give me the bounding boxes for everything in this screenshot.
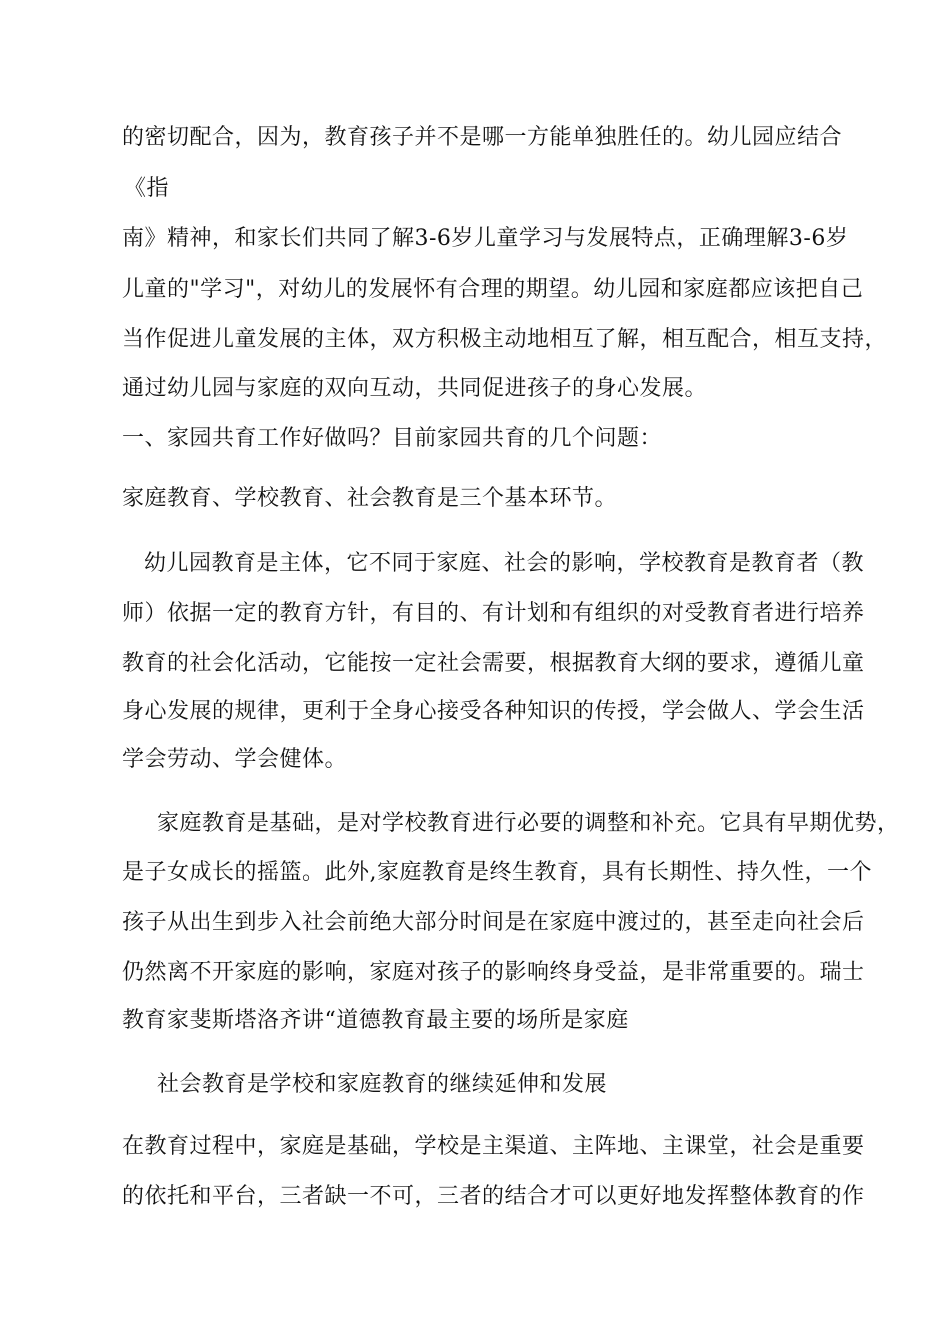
text-line-4: 儿童的"学习"，对幼儿的发展怀有合理的期望。幼儿园和家庭都应该把自己 bbox=[122, 277, 864, 302]
text-line-16: 孩子从出生到步入社会前绝大部分时间是在家庭中渡过的，甚至走向社会后 bbox=[122, 910, 865, 935]
text-line-17: 仍然离不开家庭的影响，家庭对孩子的影响终身受益，是非常重要的。瑞士 bbox=[122, 960, 865, 985]
text-line-18: 教育家斐斯塔洛齐讲“道德教育最主要的场所是家庭 bbox=[122, 1008, 629, 1033]
text-line-11: 教育的社会化活动，它能按一定社会需要，根据教育大纲的要求，遵循儿童 bbox=[122, 651, 865, 676]
text-line-1: 的密切配合，因为，教育孩子并不是哪一方能单独胜任的。幼儿园应结合 bbox=[122, 125, 843, 150]
text-line-10: 师）依据一定的教育方针，有目的、有计划和有组织的对受教育者进行培养 bbox=[122, 601, 865, 626]
text-line-6: 通过幼儿园与家庭的双向互动，共同促进孩子的身心发展。 bbox=[122, 376, 708, 401]
text-line-3: 南》精神，和家长们共同了解3-6岁儿童学习与发展特点，正确理解3-6岁 bbox=[122, 226, 849, 251]
text-line-5: 当作促进儿童发展的主体，双方积极主动地相互了解，相互配合，相互支持， bbox=[122, 327, 888, 352]
text-line-9: 幼儿园教育是主体，它不同于家庭、社会的影响，学校教育是教育者（教 bbox=[144, 551, 865, 576]
section-heading: 一、家园共育工作好做吗？目前家园共育的几个问题： bbox=[122, 426, 663, 451]
text-line-13: 学会劳动、学会健体。 bbox=[122, 747, 348, 772]
text-line-15: 是子女成长的摇篮。此外,家庭教育是终生教育，具有长期性、持久性，一个 bbox=[122, 860, 872, 885]
text-line-21: 的依托和平台，三者缺一不可，三者的结合才可以更好地发挥整体教育的作 bbox=[122, 1184, 865, 1209]
text-line-12: 身心发展的规律，更利于全身心接受各种知识的传授，学会做人、学会生活 bbox=[122, 699, 865, 724]
text-line-14: 家庭教育是基础，是对学校教育进行必要的调整和补充。它具有早期优势， bbox=[157, 811, 900, 836]
text-line-20: 在教育过程中，家庭是基础，学校是主渠道、主阵地、主课堂，社会是重要 bbox=[122, 1134, 865, 1159]
text-line-8: 家庭教育、学校教育、社会教育是三个基本环节。 bbox=[122, 486, 618, 511]
text-line-19: 社会教育是学校和家庭教育的继续延伸和发展 bbox=[157, 1072, 608, 1097]
text-line-2: 《指 bbox=[124, 176, 170, 201]
